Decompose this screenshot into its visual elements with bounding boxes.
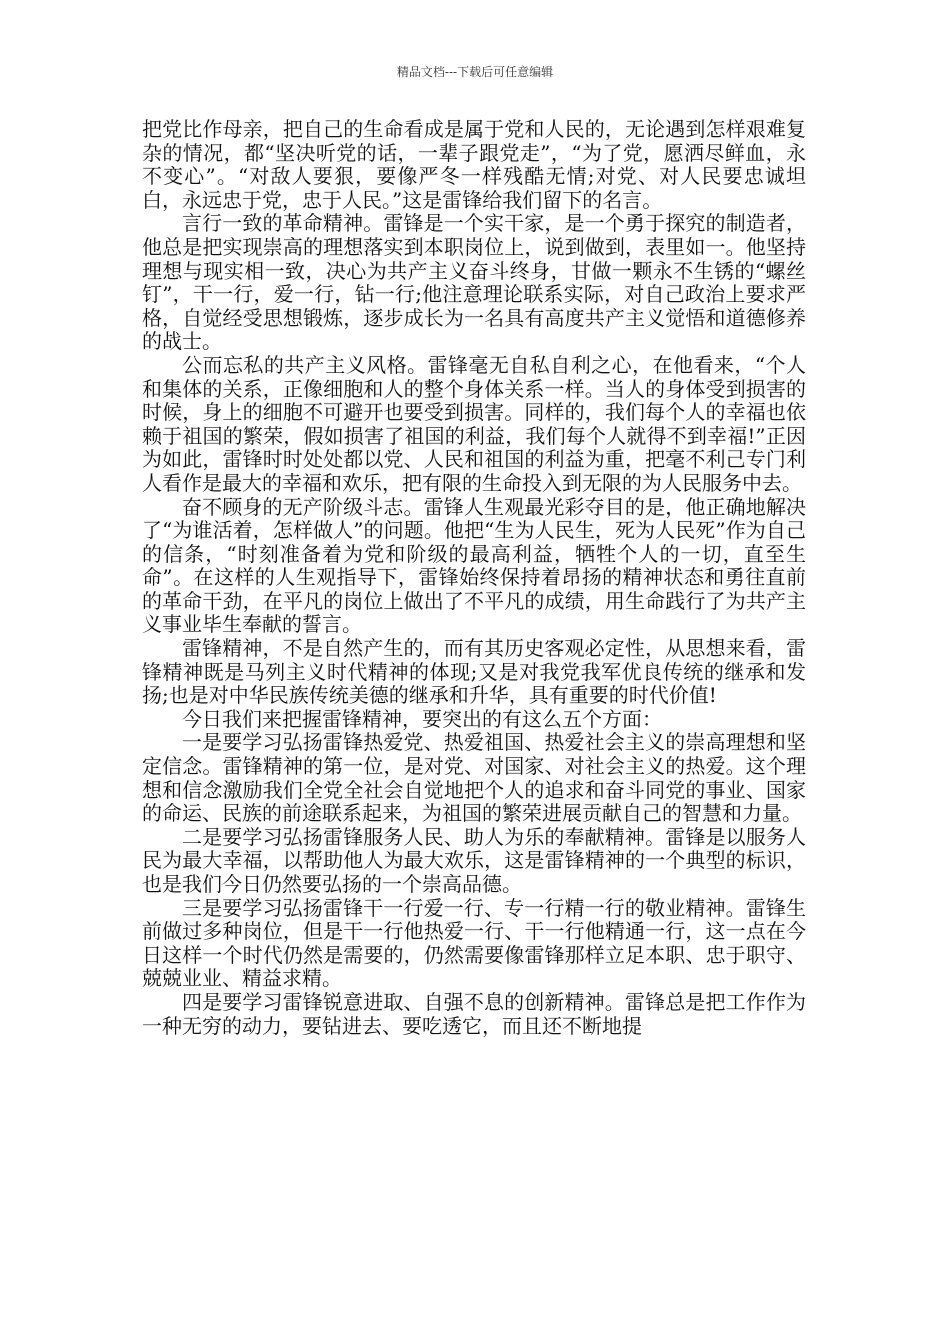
paragraph-2: 言行一致的革命精神。雷锋是一个实干家，是一个勇于探究的制造者，他总是把实现崇高的理想落实到本职岗位上，说到做到，表里如一。他坚持理想与现实相一致，决心为共产主义奋斗终身，甘做一颗永不生锈的“螺丝钉”，干一行，爱一行，钻一行;他注意理论联系实际，对自己政治上要求严格，自觉经受思想锻炼，逐步成长为一名具有高度共产主义觉悟和道德修养的战士。 xyxy=(142,211,806,354)
paragraph-4: 奋不顾身的无产阶级斗志。雷锋人生观最光彩夺目的是，他正确地解决了“为谁活着，怎样做人”的问题。他把“生为人民生，死为人民死”作为自己的信条，“时刻准备着为党和阶级的最高利益，牺牲个人的一切，直至生命”。在这样的人生观指导下，雷锋始终保持着昂扬的精神状态和勇往直前的革命干劲，在平凡的岗位上做出了不平凡的成绩，用生命践行了为共产主义事业毕生奉献的誓言。 xyxy=(142,494,806,637)
paragraph-3: 公而忘私的共产主义风格。雷锋毫无自私自利之心，在他看来，“个人和集体的关系，正像细胞和人的整个身体关系一样。当人的身体受到损害的时候，身上的细胞不可避开也要受到损害。同样的，我们每个人的幸福也依赖于祖国的繁荣，假如损害了祖国的利益，我们每个人就得不到幸福!”正因为如此，雷锋时时处处都以党、人民和祖国的利益为重，把毫不利己专门利人看作是最大的幸福和欢乐，把有限的生命投入到无限的为人民服务中去。 xyxy=(142,352,806,495)
paragraph-6: 今日我们来把握雷锋精神，要突出的有这么五个方面： xyxy=(182,706,662,731)
paragraph-10: 四是要学习雷锋锐意进取、自强不息的创新精神。雷锋总是把工作作为一种无穷的动力，要钻进去、要吃透它，而且还不断地提 xyxy=(142,989,806,1038)
document-body xyxy=(142,118,806,1038)
paragraph-8: 二是要学习弘扬雷锋服务人民、助人为乐的奉献精神。雷锋是以服务人民为最大幸福，以帮助他人为最大欢乐，这是雷锋精神的一个典型的标识，也是我们今日仍然要弘扬的一个崇高品德。 xyxy=(142,824,806,896)
paragraph-1: 把党比作母亲，把自己的生命看成是属于党和人民的，无论遇到怎样艰难复杂的情况，都“坚决听党的话，一辈子跟党走”，“为了党，愿洒尽鲜血，永不变心”。“对敌人要狠，要像严冬一样残酷无情;对党、对人民要忠诚坦白，永远忠于党，忠于人民。”这是雷锋给我们留下的名言。 xyxy=(142,117,806,212)
paragraph-7: 一是要学习弘扬雷锋热爱党、热爱祖国、热爱社会主义的崇高理想和坚定信念。雷锋精神的第一位，是对党、对国家、对社会主义的热爱。这个理想和信念激励我们全党全社会自觉地把个人的追求和奋斗同党的事业、国家的命运、民族的前途联系起来，为祖国的繁荣进展贡献自己的智慧和力量。 xyxy=(142,730,806,826)
paragraph-9: 三是要学习弘扬雷锋干一行爱一行、专一行精一行的敬业精神。雷锋生前做过多种岗位，但是干一行他热爱一行、干一行他精通一行，这一点在今日这样一个时代仍然是需要的，仍然需要像雷锋那样立足本职、忠于职守、兢兢业业、精益求精。 xyxy=(142,895,806,991)
page-header: 精品文档---下载后可任意编辑 xyxy=(396,65,554,79)
paragraph-5: 雷锋精神，不是自然产生的，而有其历史客观必定性，从思想来看，雷锋精神既是马列主义时代精神的体现;又是对我党我军优良传统的继承和发扬;也是对中华民族传统美德的继承和升华，具有重要的时代价值! xyxy=(142,636,806,708)
